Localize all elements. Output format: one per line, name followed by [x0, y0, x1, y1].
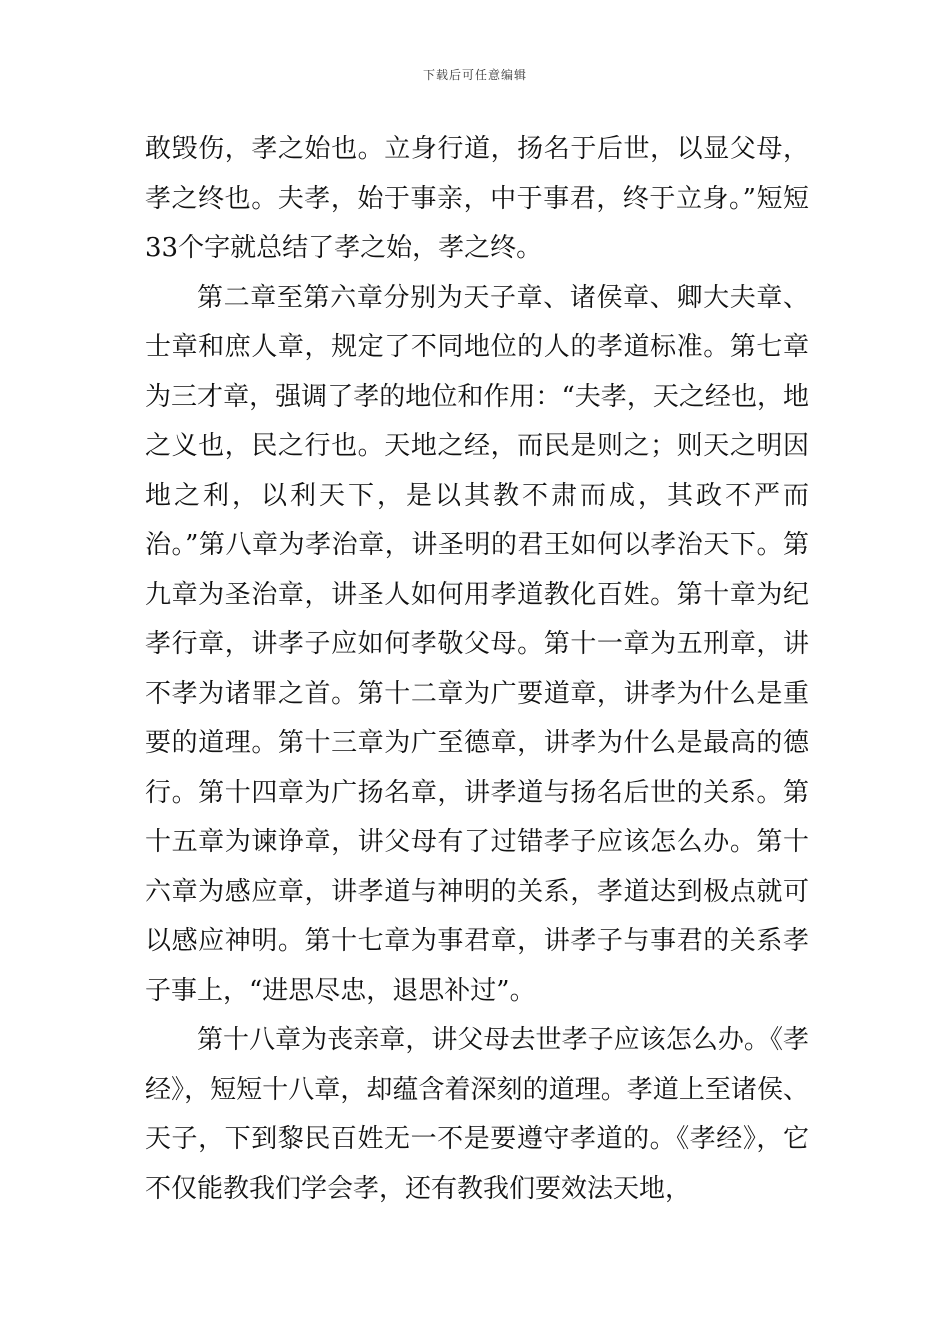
paragraph-3: 第十八章为丧亲章，讲父母去世孝子应该怎么办。《孝经》，短短十八章，却蕴含着深刻的道理。孝道上至诸侯、天子，下到黎民百姓无一不是要遵守孝道的。《孝经》，它不仅能教我们学会孝，还有教我们要效法天地， [145, 1025, 809, 1204]
paragraph-2: 第二章至第六章分别为天子章、诸侯章、卿大夫章、士章和庶人章，规定了不同地位的人的孝道标准。第七章为三才章，强调了孝的地位和作用：“夫孝，天之经也，地之义也，民之行也。天地之经，而民是则之；则天之明因地之利，以利天下，是以其教不肃而成，其政不严而治。”第八章为孝治章，讲圣明的君王如何以孝治天下。第九章为圣治章，讲圣人如何用孝道教化百姓。第十章为纪孝行章，讲孝子应如何孝敬父母。第十一章为五刑章，讲不孝为诸罪之首。第十二章为广要道章，讲孝为什么是重要的道理。第十三章为广至德章，讲孝为什么是最高的德行。第十四章为广扬名章，讲孝道与扬名后世的关系。第十五章为谏诤章，讲父母有了过错孝子应该怎么办。第十六章为感应章，讲孝道与神明的关系，孝道达到极点就可以感应神明。第十七章为事君章，讲孝子与事君的关系孝子事上，“进思尽忠，退思补过”。 [145, 282, 809, 1006]
document-body [145, 125, 809, 1214]
paragraph-1: 敢毁伤，孝之始也。立身行道，扬名于后世，以显父母，孝之终也。夫孝，始于事亲，中于事君，终于立身。”短短33个字就总结了孝之始，孝之终。 [145, 134, 809, 263]
page-header: 下载后可任意编辑 [422, 68, 527, 82]
